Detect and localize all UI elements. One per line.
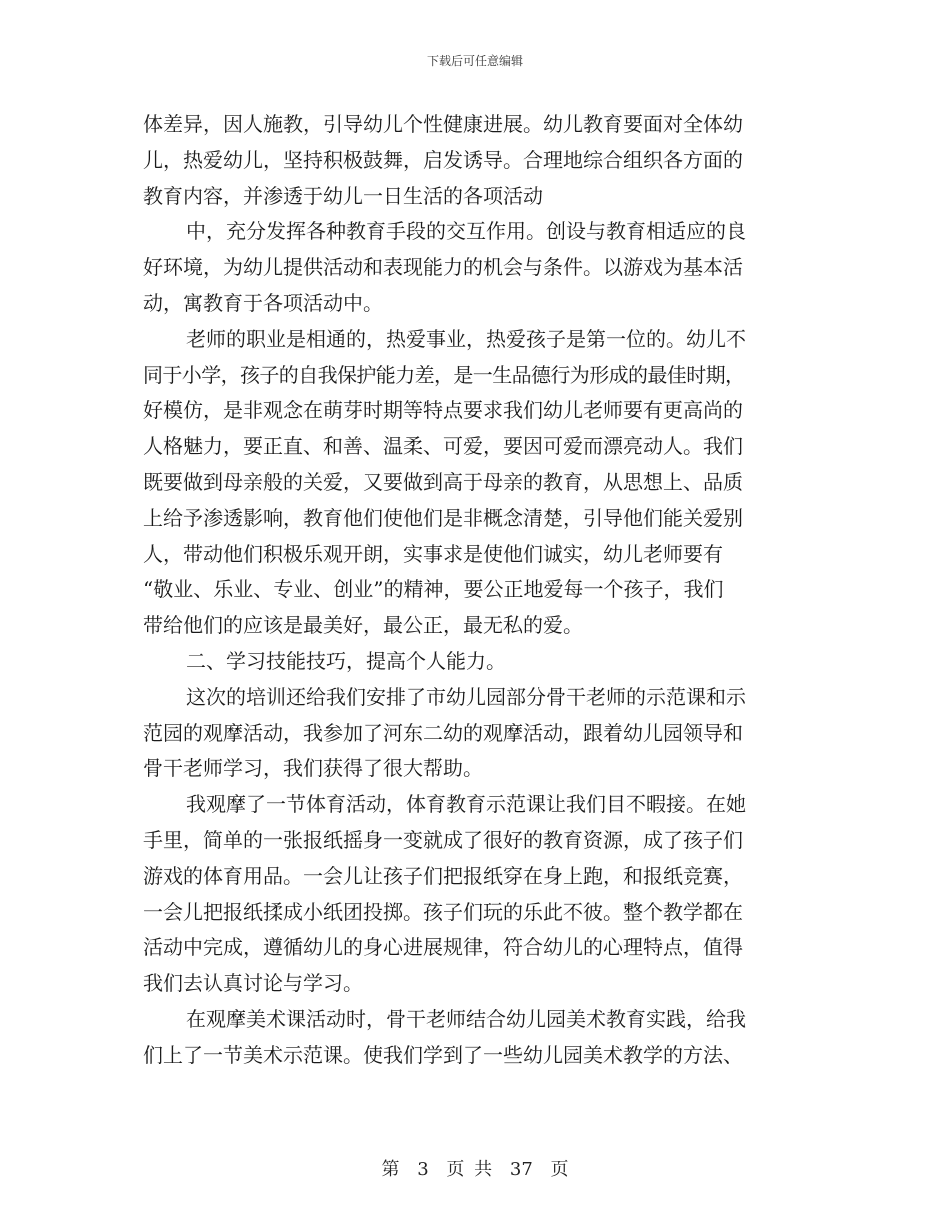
- text-line: “敬业、乐业、专业、创业”的精神，要公正地爱每一个孩子，我们: [143, 577, 724, 602]
- text-line: 既要做到母亲般的关爱，又要做到高于母亲的教育，从思想上、品质: [143, 469, 743, 494]
- text-line: 这次的培训还给我们安排了市幼儿园部分骨干老师的示范课和示: [186, 684, 746, 709]
- text-line: 上给予渗透影响，教育他们使他们是非概念清楚，引导他们能关爱别: [143, 505, 743, 530]
- text-line: 人，带动他们积极乐观开朗，实事求是使他们诚实，幼儿老师要有: [143, 541, 723, 566]
- text-line: 带给他们的应该是最美好，最公正，最无私的爱。: [143, 613, 583, 638]
- text-line: 儿，热爱幼儿，坚持积极鼓舞，启发诱导。合理地综合组织各方面的: [143, 147, 743, 172]
- section-heading: 二、学习技能技巧，提高个人能力。: [186, 648, 506, 673]
- download-note: 下载后可任意编辑: [426, 54, 523, 68]
- text-line: 中，充分发挥各种教育手段的交互作用。创设与教育相适应的良: [186, 219, 746, 244]
- text-line: 游戏的体育用品。一会儿让孩子们把报纸穿在身上跑，和报纸竞赛，: [143, 863, 743, 888]
- page-number-footer: [0, 1155, 950, 1181]
- text-line: 范园的观摩活动，我参加了河东二幼的观摩活动，跟着幼儿园领导和: [143, 720, 743, 745]
- footer-middle: 页 共: [446, 1159, 493, 1180]
- document-body: [143, 107, 808, 1074]
- text-line: 们上了一节美术示范课。使我们学到了一些幼儿园美术教学的方法、: [143, 1042, 743, 1067]
- text-line: 老师的职业是相通的，热爱事业，热爱孩子是第一位的。幼儿不: [186, 326, 746, 351]
- text-line: 动，寓教育于各项活动中。: [143, 290, 383, 315]
- text-line: 我观摩了一节体育活动，体育教育示范课让我们目不暇接。在她: [186, 792, 746, 817]
- text-line: 体差异，因人施教，引导幼儿个性健康进展。幼儿教育要面对全体幼: [143, 112, 743, 136]
- text-line: 手里，简单的一张报纸摇身一变就成了很好的教育资源，成了孩子们: [143, 827, 743, 852]
- text-line: 好模仿，是非观念在萌芽时期等特点要求我们幼儿老师要有更高尚的: [143, 398, 743, 423]
- text-line: 骨干老师学习，我们获得了很大帮助。: [143, 756, 483, 781]
- total-page-count: 37: [509, 1159, 533, 1180]
- current-page-number: 3: [417, 1159, 429, 1180]
- text-line: 好环境，为幼儿提供活动和表现能力的机会与条件。以游戏为基本活: [143, 255, 743, 280]
- footer-prefix: 第: [381, 1159, 400, 1180]
- text-line: 在观摩美术课活动时，骨干老师结合幼儿园美术教育实践，给我: [186, 1006, 746, 1031]
- text-line: 活动中完成，遵循幼儿的身心进展规律，符合幼儿的心理特点，值得: [143, 935, 743, 960]
- text-line: 人格魅力，要正直、和善、温柔、可爱，要因可爱而漂亮动人。我们: [143, 434, 743, 459]
- text-line: 我们去认真讨论与学习。: [143, 971, 363, 996]
- text-line: 一会儿把报纸揉成小纸团投掷。孩子们玩的乐此不彼。整个教学都在: [143, 899, 743, 924]
- text-line: 同于小学，孩子的自我保护能力差，是一生品德行为形成的最佳时期，: [143, 362, 745, 387]
- text-line: 教育内容，并渗透于幼儿一日生活的各项活动: [143, 183, 543, 208]
- footer-suffix: 页: [550, 1159, 569, 1180]
